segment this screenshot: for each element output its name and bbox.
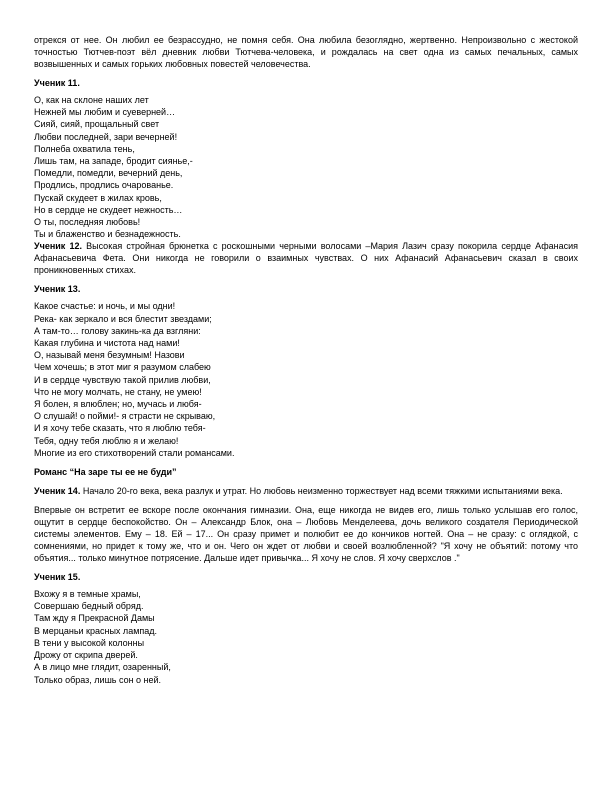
poem-line: Продлись, продлись очарованье. [34, 180, 174, 191]
poem-line: Только образ, лишь сон о ней. [34, 674, 162, 685]
poem-student-15 [34, 588, 578, 686]
poem-line: Я болен, я влюблен; но, мучась и любя- [34, 399, 202, 410]
poem-line: Что не могу молчать, не стану, не умею! [34, 386, 202, 397]
spacer [34, 276, 578, 283]
poem-line: Чем хочешь; в этот миг я разумом слабею [34, 362, 211, 373]
student-11-heading: Ученик 11. [34, 78, 80, 88]
student-12-label: Ученик 12. [34, 241, 82, 252]
poem-line: Пускай скудеет в жилах кровь, [34, 192, 162, 203]
poem-line: Какая глубина и чистота над нами! [34, 338, 180, 349]
document-page [34, 34, 578, 686]
poem-line: Но в сердце не скудеет нежность… [34, 204, 183, 215]
poem-line: Тебя, одну тебя люблю я и желаю! [34, 435, 179, 446]
student-12-paragraph [34, 240, 578, 276]
poem-line: О, называй меня безумным! Назови [34, 350, 185, 361]
poem-line: Нежней мы любим и суеверней… [34, 107, 176, 118]
poem-line: Полнеба охватила тень, [34, 143, 135, 154]
poem-line: Совершаю бедный обряд. [34, 601, 144, 612]
poem-line: А в лицо мне глядит, озаренный, [34, 662, 171, 673]
poem-line: О ты, последняя любовь! [34, 217, 141, 228]
student-13-heading: Ученик 13. [34, 284, 81, 295]
poem-student-13 [34, 300, 578, 459]
poem-line: А там-то… голову закинь-ка да взгляни: [34, 325, 201, 336]
spacer [34, 70, 578, 77]
student-14-paragraph [34, 485, 578, 497]
poem-line: О слушай! о пойми!- я страсти не скрываю, [34, 411, 216, 422]
poem-line: В тени у высокой колонны [34, 637, 145, 648]
spacer [34, 459, 578, 466]
poem-line: Река- как зеркало и вся блестит звездами; [34, 313, 212, 324]
romance-heading: Романс “На заре ты ее не буди” [34, 467, 177, 478]
poem-line: Лишь там, на западе, бродит сиянье,- [34, 156, 193, 167]
intro-paragraph: отрекся от нее. Он любил ее безрассудно, не помня себя. Она любила безоглядно, жертвенно. Непроизвольно с жестокой точностью Тютчев-поэт вёл дневник любви Тютчева-человека, и рождалась на свет одна из самых печальных, самых возвышенных и самых горьких любовных повестей человечества. [34, 35, 578, 69]
blok-paragraph: Впервые он встретит ее вскоре после окончания гимназии. Она, еще никогда не видев его, лишь только услышав его голос, ощутит в сердце беспокойство. Он – Александр Блок, она – Любовь Менделеева, дочь великого создателя Периодической системы элементов. Ему – 18. Ей – 17... Он сразу примет и полюбит ее до кончиков ногтей. Она – не сразу: с оглядкой, с сомнениями, но придет к тому же, что и он. Чего он ждет от любви и своей возлюбленной? "Я хочу не объятий: потому что объятия... только минутное потрясение. Дальше идет привычка... Я хочу не слов. Я хочу сверхслов ." [34, 505, 578, 564]
poem-student-11 [34, 94, 578, 240]
poem-line: В мерцаньи красных лампад. [34, 625, 158, 636]
poem-line: Там жду я Прекрасной Дамы [34, 613, 155, 624]
student-15-heading: Ученик 15. [34, 572, 81, 583]
poem-line: И в сердце чувствую такой прилив любви, [34, 374, 211, 385]
poem-line: Дрожу от скрипа дверей. [34, 650, 138, 661]
poem-line: Вхожу я в темные храмы, [34, 589, 141, 600]
spacer [34, 497, 578, 504]
student-14-text: Начало 20-го века, века разлук и утрат. Но любовь неизменно торжествует над всеми тяжкими испытаниями века. [80, 486, 563, 497]
spacer [34, 478, 578, 485]
poem-line: Любви последней, зари вечерней! [34, 131, 178, 142]
poem-line: Сияй, сияй, прощальный свет [34, 119, 160, 130]
poem-line: Помедли, помедли, вечерний день, [34, 168, 183, 179]
poem-line: Ты и блаженство и безнадежность. [34, 229, 181, 240]
student-12-text: Высокая стройная брюнетка с роскошными черными волосами –Мария Лазич сразу покорила сердце Афанасия Афанасьевича Фета. Они никогда не говорили о взаимных чувствах. О них Афанасий Афанасьевич сказал в своих проникновенных стихах. [34, 241, 578, 276]
poem-line: И я хочу тебе сказать, что я люблю тебя- [34, 423, 206, 434]
poem-line: Многие из его стихотворений стали романсами. [34, 447, 235, 458]
poem-line: Какое счастье: и ночь, и мы одни! [34, 301, 176, 312]
student-14-label: Ученик 14. [34, 486, 81, 497]
spacer [34, 564, 578, 571]
poem-line: О, как на склоне наших лет [34, 95, 149, 105]
